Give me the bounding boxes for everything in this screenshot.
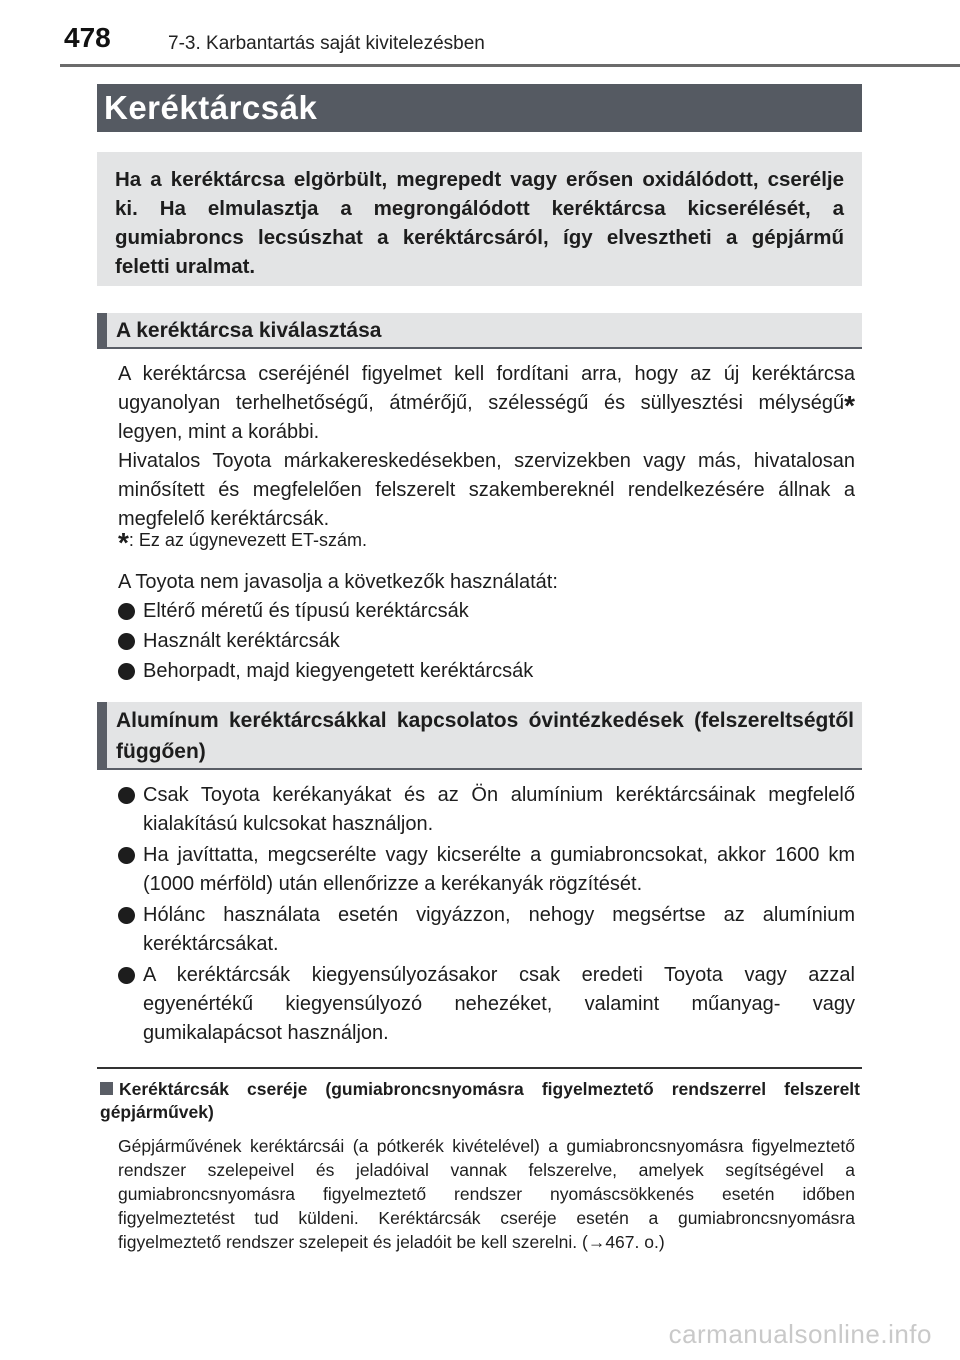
- subsection-body: [118, 1134, 855, 1254]
- intro-text: Ha a keréktárcsa elgörbült, megrepedt vagy erősen oxidálódott, cserélje ki. Ha elmulasztja a megrongálódott keréktárcsa kicserélését, a gumiabroncs lecsúszhat a keréktárcsáról, így elvesztheti a gépjármű feletti uralmat.: [115, 168, 844, 278]
- subsection-heading: [100, 1078, 860, 1124]
- section-heading-text: Alumínum keréktárcsákkal kapcsolatos óvintézkedések (felszereltségtől függően): [116, 709, 854, 763]
- not-recommended-list: [118, 597, 855, 687]
- list-item: [118, 597, 855, 626]
- list-item-text: Behorpadt, majd kiegyengetett keréktárcsák: [143, 660, 534, 682]
- bullet-icon: [118, 633, 135, 650]
- page-title-bar: [97, 84, 862, 132]
- arrow-icon: →: [587, 1232, 606, 1252]
- subsection-divider: [97, 1067, 862, 1069]
- section1-paragraph-1: [118, 360, 855, 447]
- section-heading-aluminium: [97, 702, 862, 770]
- square-bullet-icon: [100, 1082, 113, 1095]
- bullet-icon: [118, 787, 135, 804]
- list-item: [118, 781, 855, 839]
- subsection-heading-text: Keréktárcsák cseréje (gumiabroncsnyomásra figyelmeztető rendszerrel felszerelt gépjárművek): [100, 1079, 860, 1122]
- footnote-text: : Ez az úgynevezett ET-szám.: [128, 530, 368, 550]
- intro-box: [97, 152, 862, 286]
- section-heading-text: A keréktárcsa kiválasztása: [116, 318, 382, 342]
- asterisk-marker: *: [844, 390, 855, 421]
- list-item: [118, 627, 855, 656]
- list-item: [118, 901, 855, 959]
- bullet-icon: [118, 907, 135, 924]
- list-item-text: Hólánc használata esetén vigyázzon, nehogy megsértse az alumínium keréktárcsákat.: [143, 904, 855, 955]
- list-item-text: Eltérő méretű és típusú keréktárcsák: [143, 600, 469, 622]
- page-reference-link[interactable]: 467. o.: [605, 1232, 659, 1252]
- aluminium-precautions-list: [118, 781, 855, 1050]
- list-item: [118, 961, 855, 1048]
- bullet-icon: [118, 663, 135, 680]
- subsection-body-end: ): [658, 1232, 665, 1252]
- bullet-icon: [118, 603, 135, 620]
- list-item-text: Használt keréktárcsák: [143, 630, 340, 652]
- list-item: [118, 657, 855, 686]
- paragraph-text: A keréktárcsa cseréjénél figyelmet kell fordítani arra, hogy az új keréktárcsa ugyanolyan terhelhetőségű, átmérőjű, szélességű és süllyesztési mélységű: [118, 363, 855, 414]
- list-item-text: Csak Toyota kerékanyákat és az Ön alumínium keréktárcsáinak megfelelő kialakítású kulcsokat használjon.: [143, 784, 855, 835]
- bullet-icon: [118, 967, 135, 984]
- list-item-text: A keréktárcsák kiegyensúlyozásakor csak eredeti Toyota vagy azzal egyenértékű kiegyensúlyozó nehezéket, valamint műanyag- vagy gumikalapácsot használjon.: [143, 964, 855, 1044]
- bullet-icon: [118, 847, 135, 864]
- list-intro: A Toyota nem javasolja a következők használatát:: [118, 571, 558, 593]
- section-heading-selection: [97, 313, 862, 349]
- paragraph-text-end: legyen, mint a korábbi.: [118, 421, 320, 443]
- section1-paragraph-2: Hivatalos Toyota márkakereskedésekben, szervizekben vagy más, hivatalosan minősített és megfelelően felszerelt szakembereknél rendelkezésére állnak a megfelelő keréktárcsák.: [118, 450, 855, 530]
- watermark: carmanualsonline.info: [668, 1319, 932, 1349]
- footnote: [118, 527, 368, 558]
- header-divider: [60, 64, 960, 67]
- footnote-asterisk: *: [118, 527, 129, 558]
- page-number: 478: [64, 22, 111, 53]
- subsection-body-text: Gépjárművének keréktárcsái (a pótkerék kivételével) a gumiabroncsnyomásra figyelmeztető rendszer szelepeivel és jeladóival vannak felszerelve, amelyek segítségével a gumiabroncsnyomásra figyelmeztető rendszer nyomáscsökkenés esetén időben figyelmeztetést tud küldeni. Keréktárcsák cseréje esetén a gumiabroncsnyomásra figyelmeztető rendszer szelepeit és jeladóit be kell szerelni. (: [118, 1136, 855, 1252]
- list-item-text: Ha javíttatta, megcserélte vagy kicserélte a gumiabroncsokat, akkor 1600 km (1000 mérföld) után ellenőrizze a kerékanyák rögzítését.: [143, 844, 855, 895]
- chapter-title: 7-3. Karbantartás saját kivitelezésben: [168, 33, 485, 54]
- list-item: [118, 841, 855, 899]
- page-title: Keréktárcsák: [104, 89, 318, 126]
